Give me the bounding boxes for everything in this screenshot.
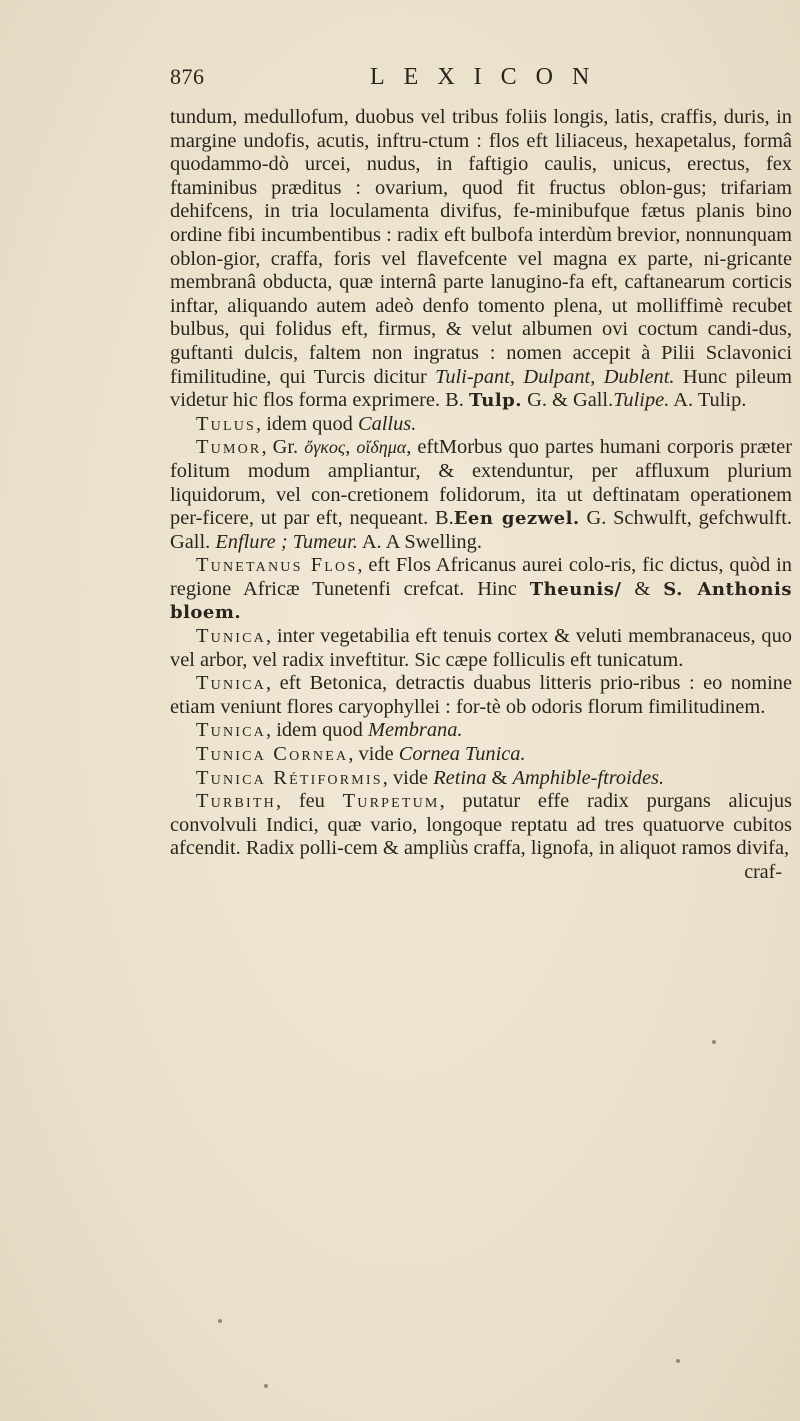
catchword: craf-: [744, 861, 782, 883]
entry-text: , eft Betonica, detractis duabus litteris prio-ribus : eo nomine etiam veniunt flores caryophyllei : for-tè ob odoris florum fimilitudinem.: [170, 672, 792, 718]
paper-speck: [712, 1040, 716, 1044]
paper-speck: [264, 1384, 268, 1388]
italic-term: Tulipe.: [613, 389, 670, 412]
running-title: LEXICON: [370, 64, 609, 90]
headword: Turpetum: [342, 790, 440, 813]
italic-term: Membrana.: [367, 719, 463, 742]
italic-term: Retina: [433, 766, 487, 789]
italic-term: Callus.: [357, 412, 417, 435]
italic-term: Dulpant: [523, 365, 591, 388]
lexicon-entry: [170, 413, 792, 437]
entry-text: , eft Flos Africanus aurei colo-ris, fic dictus, quòd in regione Africæ Tunetenfi crefcat. Hinc: [170, 554, 792, 600]
headword: Turbith: [196, 790, 276, 813]
entry-text: , putatur effe radix purgans alicujus convolvuli Indici, quæ vario, longoque reptatu ad tres quatuorve cubitos afcendit. Radix polli-cem & ampliùs craffa, lignofa, in aliquot ramos divifa,: [170, 790, 792, 860]
lexicon-entry: [170, 554, 792, 625]
entry-text: , vide: [382, 766, 434, 789]
entry-text: , inter vegetabilia eft tenuis cortex & veluti membranaceus, quo vel arbor, vel radix inveftitur. Sic cæpe folliculis eft tunicatum.: [170, 625, 792, 671]
entry-text: ,: [590, 365, 604, 388]
entry-text: , Gr.: [261, 436, 305, 459]
lexicon-entry: [170, 743, 792, 767]
lexicon-entry: [170, 625, 792, 672]
lexicon-entry: [170, 672, 792, 719]
entry-text: , idem quod: [256, 412, 358, 435]
entry-text: , feu: [275, 790, 343, 813]
entry-text: G. & Gall.: [522, 389, 614, 412]
lexicon-entry: [170, 719, 792, 743]
headword: Tunica: [196, 672, 266, 695]
lexicon-entries: [170, 106, 792, 861]
entry-text: , idem quod: [266, 719, 368, 742]
italic-term: Amphible-ftroides.: [512, 766, 665, 789]
entry-text: ,: [345, 436, 357, 459]
italic-term: Tuli-pant: [435, 365, 510, 388]
page-number: 876: [170, 64, 205, 89]
italic-term: Enflure ; Tumeur.: [215, 530, 358, 553]
headword: Tunica Rétiformis: [196, 766, 383, 789]
greek-term: ὄγκος: [304, 437, 346, 458]
entry-text: , eftMorbus quo partes humani corporis præter folitum modum ampliantur, & extenduntur, per affluxum plurium liquidorum, vel con-cretionem folidorum, ita ut deftinatam operationem per-ficere, ut par eft, nequeant. B.: [170, 436, 793, 530]
entry-text: A. Tulip.: [669, 389, 747, 412]
book-page: [170, 62, 792, 884]
headword: Tumor: [196, 436, 262, 459]
blackletter-term: S. Anthonis bloem.: [170, 578, 792, 624]
blackletter-term: Een gezwel.: [453, 508, 580, 530]
lexicon-entry: [170, 767, 792, 791]
greek-term: οἴδημα: [356, 437, 407, 458]
entry-text: G. Schwulft, gefchwulft. Gall.: [170, 507, 792, 553]
entry-text: ,: [509, 365, 524, 388]
lexicon-entry: [170, 790, 792, 861]
paper-speck: [676, 1359, 680, 1363]
lexicon-entry: [170, 436, 792, 554]
entry-text: A. A Swelling.: [357, 530, 482, 553]
entry-text: , vide: [348, 743, 399, 766]
lexicon-entry: [170, 106, 792, 413]
italic-term: Cornea Tunica.: [398, 743, 526, 766]
entry-text: tundum, medullofum, duobus vel tribus foliis longis, latis, craffis, duris, in margine undofis, acutis, inftru-ctum : flos eft liliaceus, hexapetalus, formâ quodammo-dò urcei, nudus, in faftigio caulis, unicus, erectus, fex ftaminibus præditus : ovarium, quod fit fructus oblon-gus; trifariam dehifcens, in tria loculamenta divifus, fe-minibufque fætus planis bino ordine fibi incumbentibus : radix eft bulbofa interdùm brevior, nonnunquam oblon-gior, craffa, foris vel flavefcente vel magna ex parte, ni-gricante membranâ obducta, quæ internâ parte lanugino-fa eft, caftanearum corticis inftar, aliquando autem adeò denfo tomento plena, ut molliffimè recubet bulbus, qui folidus eft, firmus, & velut albumen ovi coctum candi-dus, guftanti dulcis, faltem non ingratus : nomen accepit à Pilii Sclavonici fimilitudine, qui Turcis dicitur: [170, 106, 792, 388]
entry-text: &: [486, 766, 513, 789]
headword: Tulus: [196, 412, 257, 435]
blackletter-term: Theunis/: [529, 578, 622, 600]
headword: Tunica: [196, 719, 266, 742]
headword: Tunica Cornea: [196, 743, 349, 766]
running-head: [170, 62, 792, 106]
headword: Tunetanus Flos: [196, 554, 358, 577]
paper-speck: [218, 1319, 222, 1323]
headword: Tunica: [196, 625, 266, 648]
italic-term: Dublent.: [603, 365, 675, 388]
blackletter-term: Tulp.: [468, 390, 523, 412]
entry-text: Hunc pileum videtur hic flos forma exprimere. B.: [170, 365, 793, 412]
entry-text: &: [621, 577, 664, 600]
